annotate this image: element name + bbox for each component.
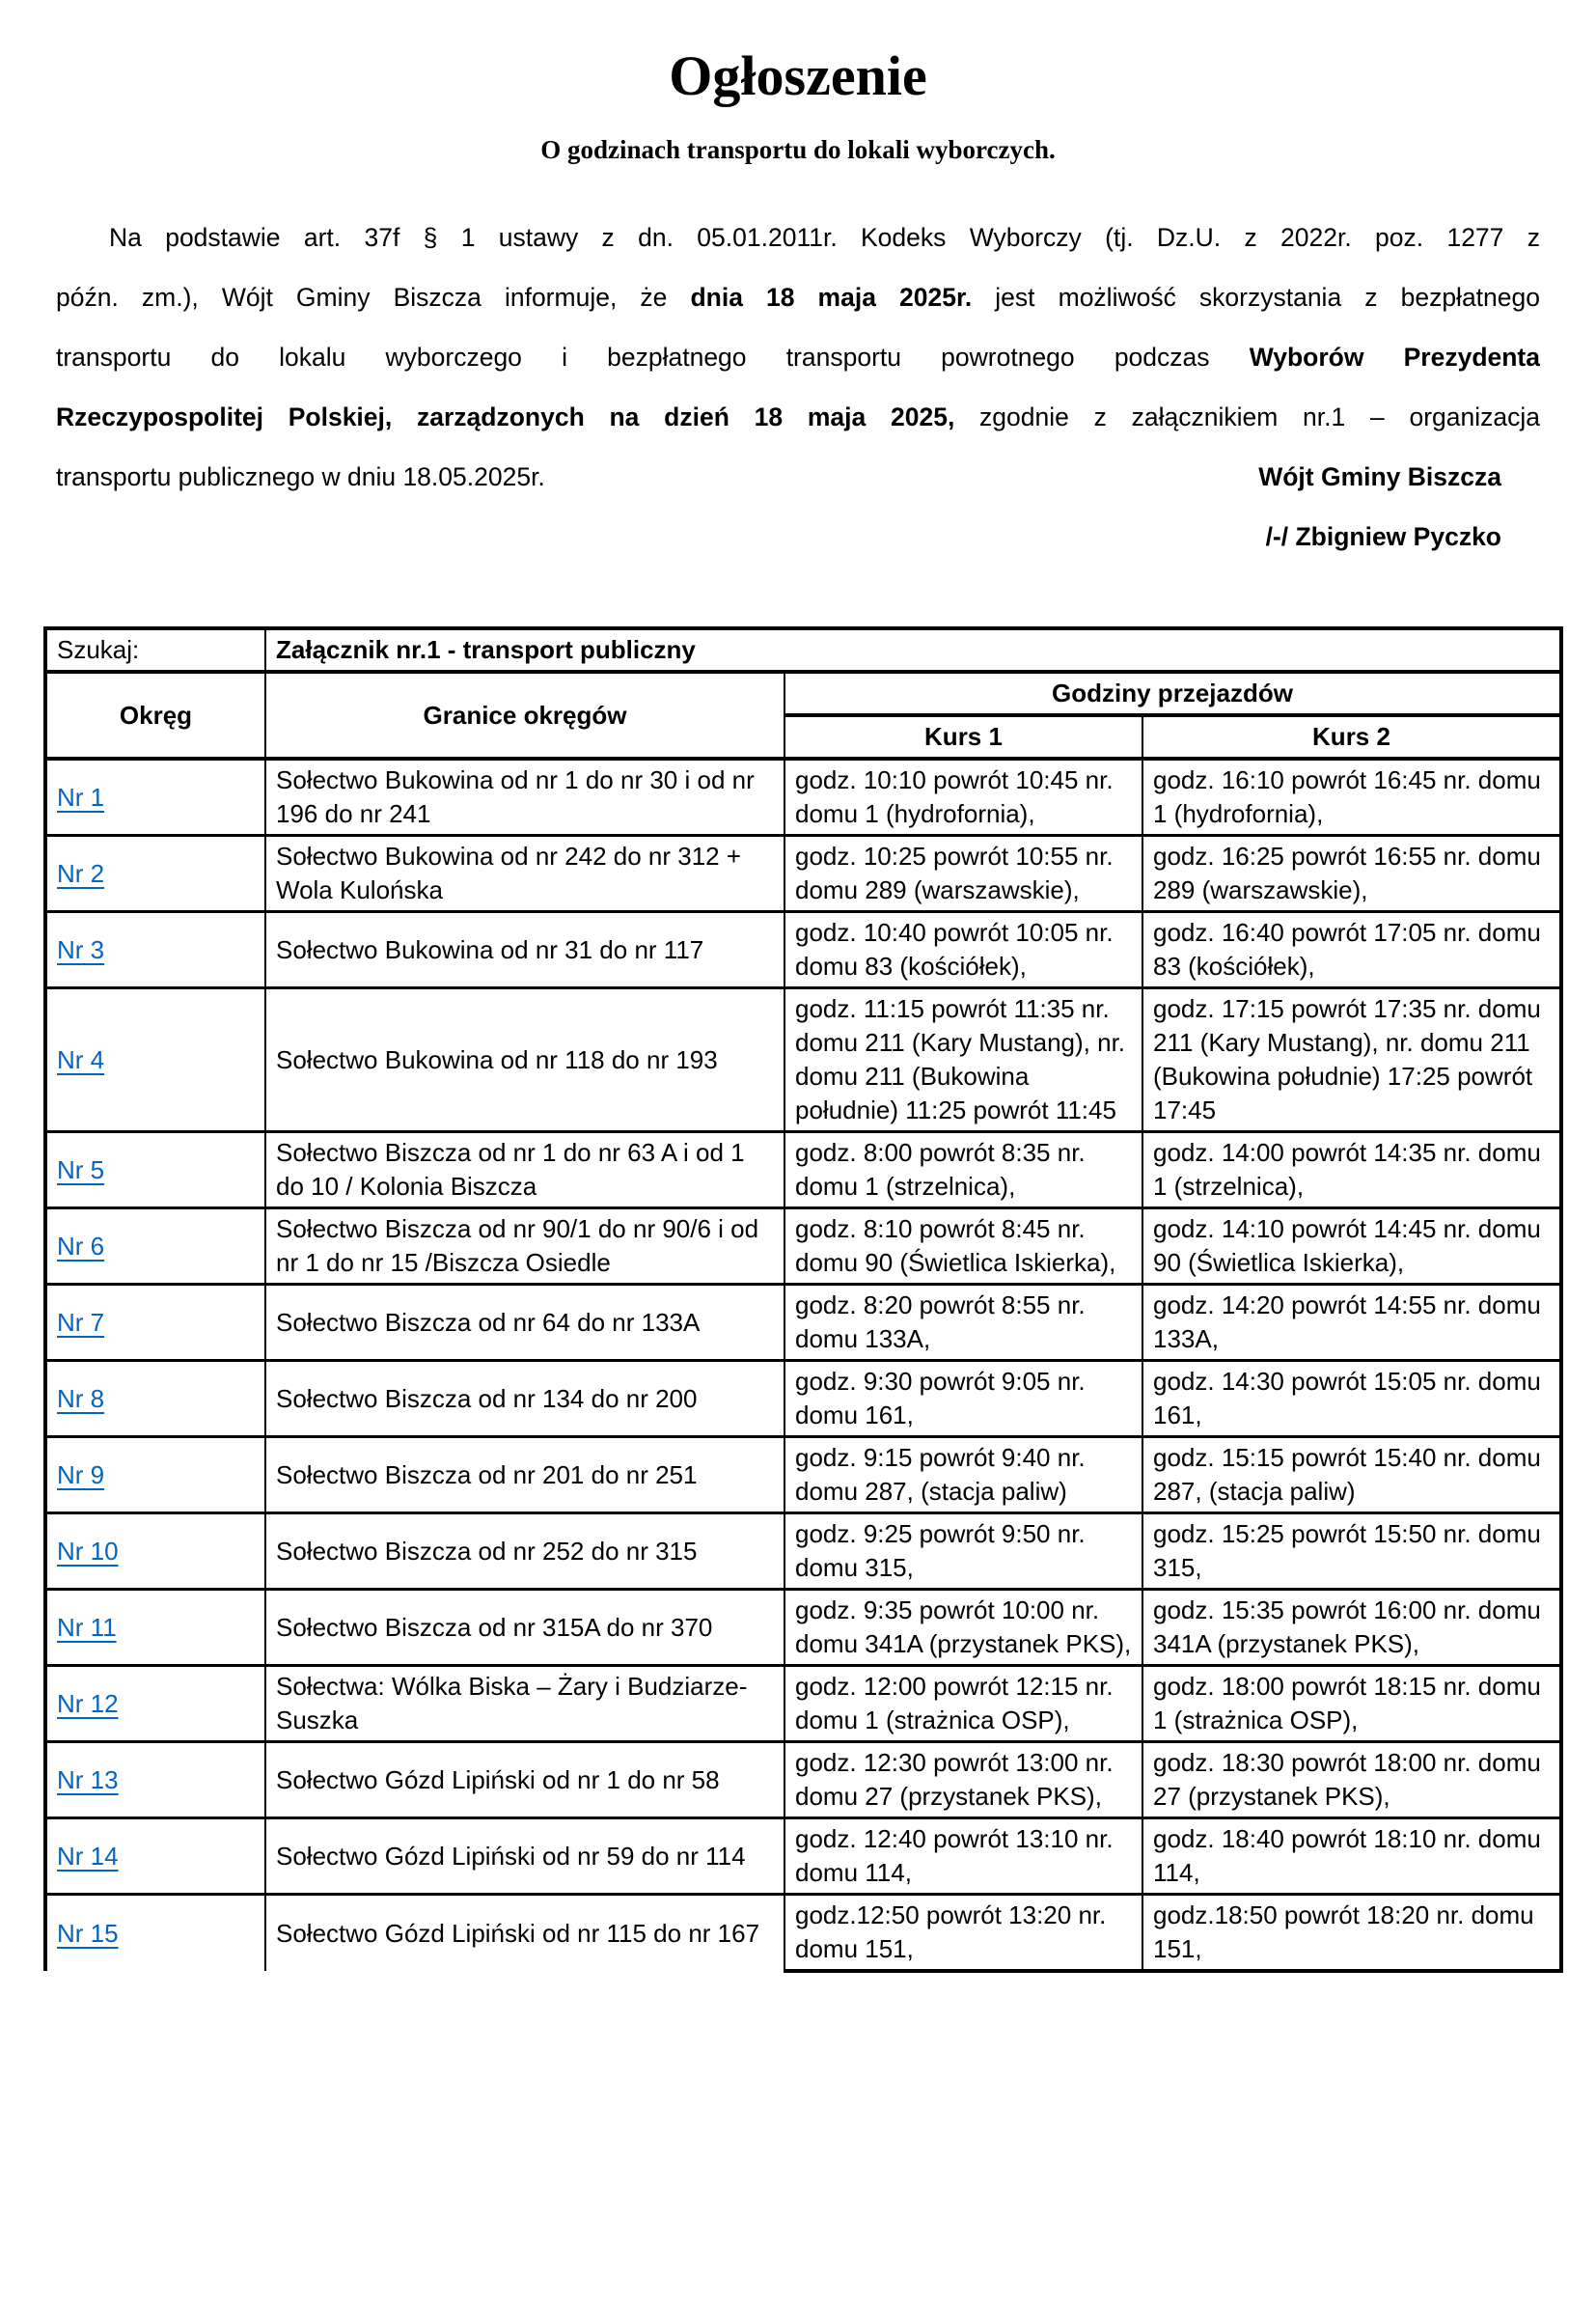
kurs2-cell: godz. 18:40 powrót 18:10 nr. domu 114, — [1142, 1818, 1561, 1895]
granice-cell: Sołectwo Bukowina od nr 1 do nr 30 i od nr 196 do nr 241 — [265, 759, 784, 836]
granice-cell: Sołectwo Biszcza od nr 315A do nr 370 — [265, 1590, 784, 1666]
okreg-link[interactable]: Nr 8 — [57, 1383, 105, 1413]
table-row — [45, 988, 1561, 1132]
kurs2-cell: godz. 14:10 powrót 14:45 nr. domu 90 (Świetlica Iskierka), — [1142, 1208, 1561, 1285]
table-row — [45, 1513, 1561, 1590]
kurs1-cell: godz. 12:40 powrót 13:10 nr. domu 114, — [784, 1818, 1142, 1895]
granice-cell: Sołectwo Biszcza od nr 1 do nr 63 A i od 1 do 10 / Kolonia Biszcza — [265, 1132, 784, 1208]
kurs1-cell: godz. 8:20 powrót 8:55 nr. domu 133A, — [784, 1285, 1142, 1361]
okreg-link[interactable]: Nr 1 — [57, 782, 105, 812]
kurs1-cell: godz. 8:10 powrót 8:45 nr. domu 90 (Świetlica Iskierka), — [784, 1208, 1142, 1285]
okreg-link[interactable]: Nr 10 — [57, 1536, 119, 1566]
intro-line-2 — [56, 267, 1540, 327]
table-row — [45, 1361, 1561, 1437]
intro-text-bold: Wyborów Prezydenta — [1249, 343, 1540, 373]
kurs1-cell: godz. 10:40 powrót 10:05 nr. domu 83 (kościółek), — [784, 912, 1142, 988]
page-subtitle: O godzinach transportu do lokali wyborczych. — [540, 134, 1056, 164]
table-row — [45, 1437, 1561, 1513]
kurs1-cell: godz. 11:15 powrót 11:35 nr. domu 211 (Kary Mustang), nr. domu 211 (Bukowina południe) 11:25 powrót 11:45 — [784, 988, 1142, 1132]
intro-text-bold: Rzeczypospolitej Polskiej, zarządzonych na dzień 18 maja 2025, — [56, 402, 955, 432]
intro-text: transportu do lokalu wyborczego i bezpłatnego transportu powrotnego podczas — [56, 343, 1250, 373]
document-page — [0, 44, 1596, 2302]
granice-cell: Sołectwo Biszcza od nr 252 do nr 315 — [265, 1513, 784, 1590]
table-header-row — [45, 672, 1561, 715]
granice-cell: Sołectwo Biszcza od nr 134 do nr 200 — [265, 1361, 784, 1437]
granice-cell: Sołectwo Gózd Lipiński od nr 59 do nr 114 — [265, 1818, 784, 1895]
szukaj-value: Załącznik nr.1 - transport publiczny — [265, 628, 1561, 672]
kurs1-cell: godz. 10:25 powrót 10:55 nr. domu 289 (warszawskie), — [784, 836, 1142, 912]
okreg-link[interactable]: Nr 7 — [57, 1307, 105, 1337]
intro-text-bold: dnia 18 maja 2025r. — [690, 283, 973, 313]
transport-table — [43, 626, 1563, 1973]
intro-text: jest możliwość skorzystania z bezpłatnego — [972, 283, 1540, 313]
granice-cell: Sołectwo Biszcza od nr 201 do nr 251 — [265, 1437, 784, 1513]
col-header-godziny: Godziny przejazdów — [784, 672, 1561, 715]
col-header-kurs2: Kurs 2 — [1142, 715, 1561, 759]
intro-line-3 — [56, 327, 1540, 387]
kurs1-cell: godz. 9:25 powrót 9:50 nr. domu 315, — [784, 1513, 1142, 1590]
kurs2-cell: godz. 17:15 powrót 17:35 nr. domu 211 (Kary Mustang), nr. domu 211 (Bukowina południe) 17:25 powrót 17:45 — [1142, 988, 1561, 1132]
page-title: Ogłoszenie — [669, 44, 927, 107]
kurs1-cell: godz. 10:10 powrót 10:45 nr. domu 1 (hydrofornia), — [784, 759, 1142, 836]
table-row — [45, 1285, 1561, 1361]
table-row — [45, 1208, 1561, 1285]
okreg-link[interactable]: Nr 3 — [57, 934, 105, 964]
kurs1-cell: godz. 8:00 powrót 8:35 nr. domu 1 (strzelnica), — [784, 1132, 1142, 1208]
granice-cell: Sołectwo Bukowina od nr 31 do nr 117 — [265, 912, 784, 988]
kurs2-cell: godz. 16:25 powrót 16:55 nr. domu 289 (warszawskie), — [1142, 836, 1561, 912]
col-header-granice: Granice okręgów — [265, 672, 784, 759]
signer-name: /-/ Zbigniew Pyczko — [1265, 522, 1501, 552]
table-row — [45, 1818, 1561, 1895]
intro-paragraph — [56, 208, 1540, 567]
okreg-link[interactable]: Nr 14 — [57, 1841, 119, 1871]
table-row — [45, 912, 1561, 988]
okreg-link[interactable]: Nr 13 — [57, 1764, 119, 1794]
kurs2-cell: godz. 14:00 powrót 14:35 nr. domu 1 (strzelnica), — [1142, 1132, 1561, 1208]
okreg-link[interactable]: Nr 4 — [57, 1044, 105, 1074]
kurs2-cell: godz. 14:30 powrót 15:05 nr. domu 161, — [1142, 1361, 1561, 1437]
intro-text: Na podstawie art. 37f § 1 ustawy z dn. 05.01.2011r. Kodeks Wyborczy (tj. Dz.U. z 2022r. poz. 1277 z — [109, 223, 1540, 253]
intro-line-1 — [56, 208, 1540, 267]
signer-title: Wójt Gminy Biszcza — [1258, 462, 1501, 492]
okreg-link[interactable]: Nr 5 — [57, 1154, 105, 1184]
kurs2-cell: godz. 14:20 powrót 14:55 nr. domu 133A, — [1142, 1285, 1561, 1361]
kurs2-cell: godz. 18:00 powrót 18:15 nr. domu 1 (strażnica OSP), — [1142, 1666, 1561, 1742]
kurs1-cell: godz.12:50 powrót 13:20 nr. domu 151, — [784, 1895, 1142, 1972]
table-row — [45, 1132, 1561, 1208]
granice-cell: Sołectwo Biszcza od nr 64 do nr 133A — [265, 1285, 784, 1361]
table-row — [45, 1895, 1561, 1972]
granice-cell: Sołectwa: Wólka Biska – Żary i Budziarze-Suszka — [265, 1666, 784, 1742]
table-row — [45, 1590, 1561, 1666]
okreg-link[interactable]: Nr 6 — [57, 1231, 105, 1261]
szukaj-label: Szukaj: — [45, 628, 265, 672]
okreg-link[interactable]: Nr 9 — [57, 1459, 105, 1489]
kurs2-cell: godz. 16:40 powrót 17:05 nr. domu 83 (kościółek), — [1142, 912, 1561, 988]
kurs2-cell: godz. 16:10 powrót 16:45 nr. domu 1 (hydrofornia), — [1142, 759, 1561, 836]
table-row — [45, 836, 1561, 912]
okreg-link[interactable]: Nr 2 — [57, 858, 105, 888]
signature-line — [56, 507, 1540, 567]
granice-cell: Sołectwo Bukowina od nr 242 do nr 312 + Wola Kulońska — [265, 836, 784, 912]
kurs2-cell: godz.18:50 powrót 18:20 nr. domu 151, — [1142, 1895, 1561, 1972]
okreg-link[interactable]: Nr 11 — [57, 1612, 117, 1642]
kurs1-cell: godz. 12:30 powrót 13:00 nr. domu 27 (przystanek PKS), — [784, 1742, 1142, 1818]
kurs1-cell: godz. 12:00 powrót 12:15 nr. domu 1 (strażnica OSP), — [784, 1666, 1142, 1742]
col-header-okreg: Okręg — [45, 672, 265, 759]
szukaj-row — [45, 628, 1561, 672]
granice-cell: Sołectwo Biszcza od nr 90/1 do nr 90/6 i od nr 1 do nr 15 /Biszcza Osiedle — [265, 1208, 784, 1285]
okreg-link[interactable]: Nr 15 — [57, 1918, 119, 1948]
intro-text: transportu publicznego w dniu 18.05.2025r. — [56, 462, 545, 492]
table-row — [45, 1666, 1561, 1742]
granice-cell: Sołectwo Gózd Lipiński od nr 1 do nr 58 — [265, 1742, 784, 1818]
kurs1-cell: godz. 9:35 powrót 10:00 nr. domu 341A (przystanek PKS), — [784, 1590, 1142, 1666]
kurs1-cell: godz. 9:30 powrót 9:05 nr. domu 161, — [784, 1361, 1142, 1437]
table-row — [45, 1742, 1561, 1818]
intro-text: późn. zm.), Wójt Gminy Biszcza informuje, że — [56, 283, 691, 313]
intro-line-5 — [56, 447, 1540, 507]
kurs2-cell: godz. 15:15 powrót 15:40 nr. domu 287, (stacja paliw) — [1142, 1437, 1561, 1513]
granice-cell: Sołectwo Bukowina od nr 118 do nr 193 — [265, 988, 784, 1132]
intro-text: zgodnie z załącznikiem nr.1 – organizacja — [954, 402, 1540, 432]
kurs1-cell: godz. 9:15 powrót 9:40 nr. domu 287, (stacja paliw) — [784, 1437, 1142, 1513]
kurs2-cell: godz. 15:25 powrót 15:50 nr. domu 315, — [1142, 1513, 1561, 1590]
kurs2-cell: godz. 18:30 powrót 18:00 nr. domu 27 (przystanek PKS), — [1142, 1742, 1561, 1818]
kurs2-cell: godz. 15:35 powrót 16:00 nr. domu 341A (przystanek PKS), — [1142, 1590, 1561, 1666]
granice-cell: Sołectwo Gózd Lipiński od nr 115 do nr 167 — [265, 1895, 784, 1972]
intro-line-4 — [56, 387, 1540, 447]
table-row — [45, 759, 1561, 836]
okreg-link[interactable]: Nr 12 — [57, 1688, 119, 1718]
col-header-kurs1: Kurs 1 — [784, 715, 1142, 759]
